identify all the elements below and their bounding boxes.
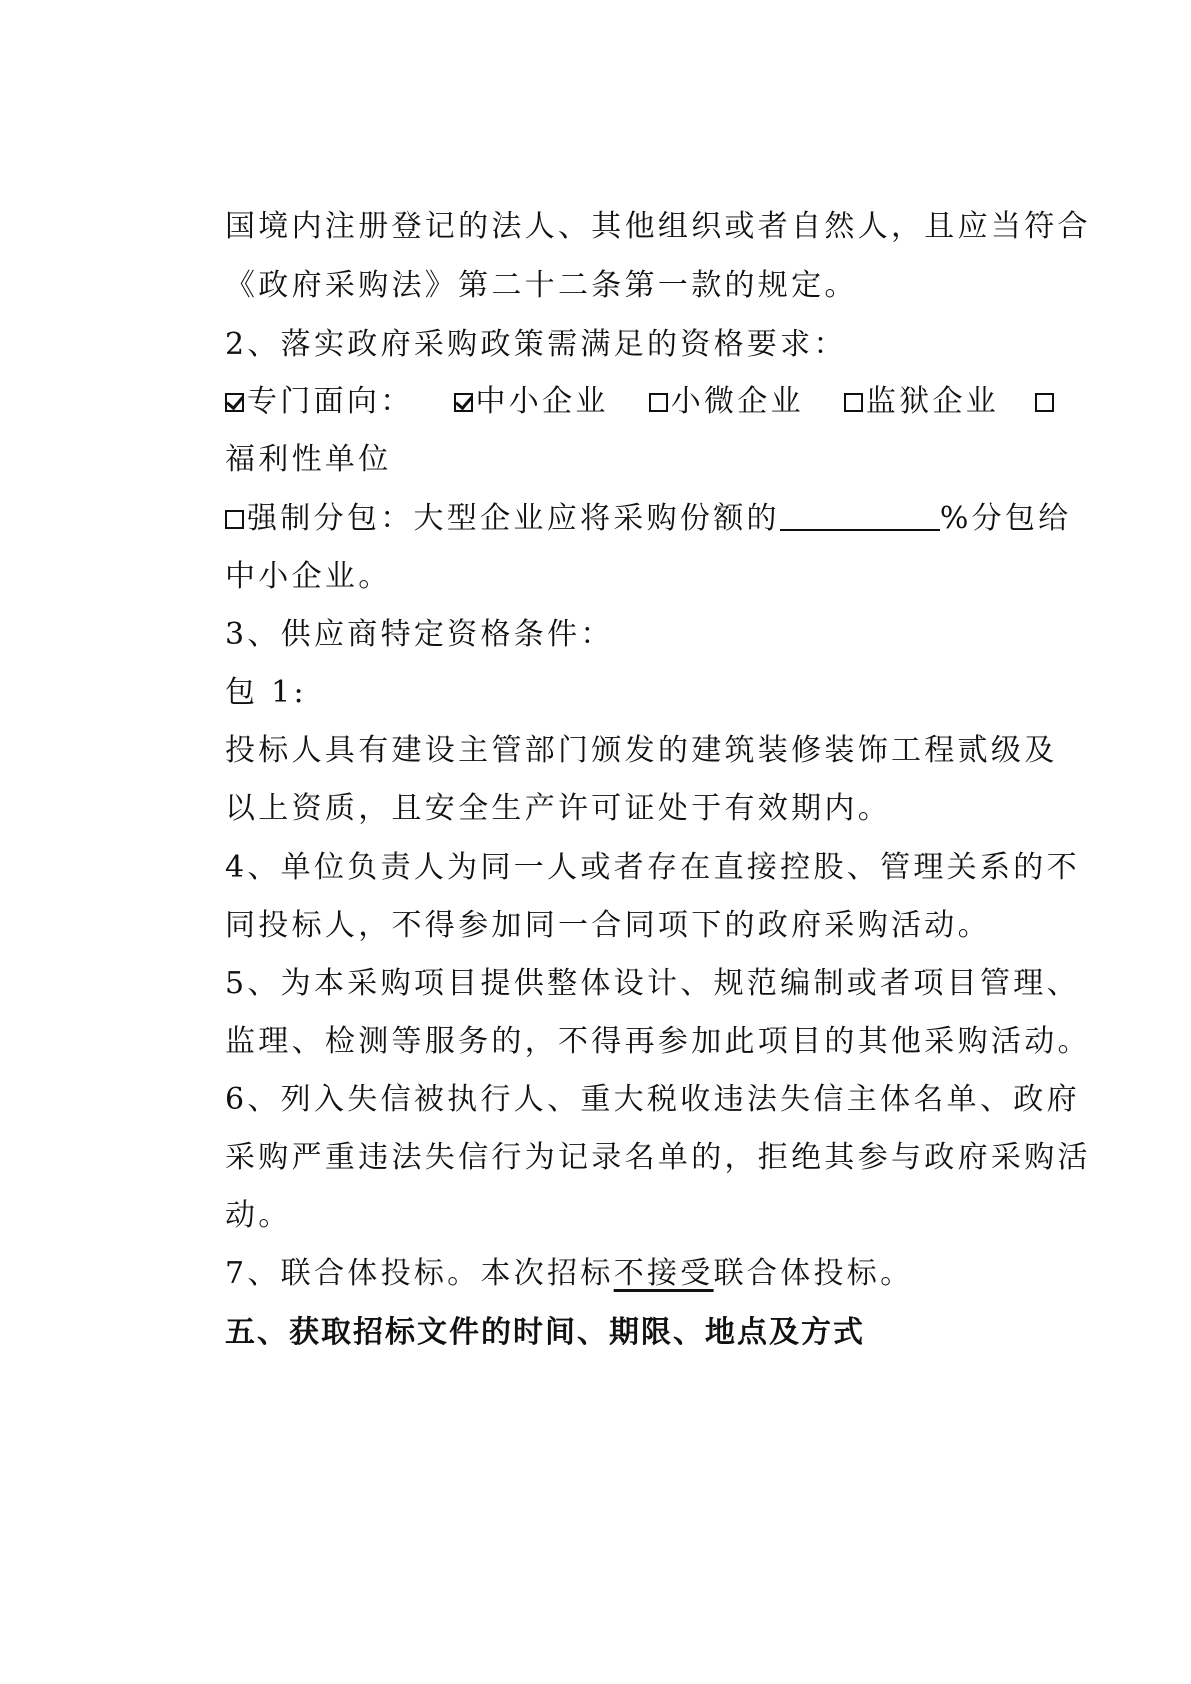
policy-checkbox-row: [225, 382, 1045, 422]
text-line: 5、为本采购项目提供整体设计、规范编制或者项目管理、: [225, 966, 1080, 1001]
percentage-blank[interactable]: [780, 503, 940, 531]
text-line: 4、单位负责人为同一人或者存在直接控股、管理关系的不: [225, 850, 1080, 885]
consortium-text-after: 联合体投标。: [713, 1256, 914, 1291]
micro-label: 小微企业: [670, 384, 804, 419]
text-line: 监理、检测等服务的，不得再参加此项目的其他采购活动。: [225, 1024, 1091, 1059]
text-line: 中小企业。: [225, 559, 392, 594]
consortium-underlined: 不接受: [613, 1256, 714, 1291]
subcontract-checkbox[interactable]: [225, 510, 244, 529]
text-line: 国境内注册登记的法人、其他组织或者自然人，且应当符合: [225, 209, 1091, 244]
subcontract-text: 强制分包：大型企业应将采购份额的: [247, 501, 780, 536]
prison-label: 监狱企业: [865, 384, 1000, 419]
consortium-text: 7、联合体投标。本次招标: [225, 1256, 614, 1291]
sme-checkbox[interactable]: [454, 393, 473, 412]
dedicated-label: 专门面向：: [247, 384, 414, 419]
text-line: 包 1:: [225, 675, 307, 710]
text-line: 投标人具有建设主管部门颁发的建筑装修装饰工程贰级及: [225, 733, 1058, 768]
micro-checkbox[interactable]: [649, 393, 668, 412]
subcontract-text-after: %分包给: [939, 501, 1072, 536]
dedicated-checkbox[interactable]: [225, 393, 244, 412]
welfare-checkbox[interactable]: [1035, 393, 1054, 412]
text-line: 2、落实政府采购政策需满足的资格要求：: [225, 327, 847, 362]
welfare-label: 福利性单位: [225, 442, 392, 477]
text-line: 同投标人，不得参加同一合同项下的政府采购活动。: [225, 908, 991, 943]
prison-checkbox[interactable]: [844, 393, 863, 412]
text-line: 采购严重违法失信行为记录名单的，拒绝其参与政府采购活: [225, 1140, 1091, 1175]
text-line: 6、列入失信被执行人、重大税收违法失信主体名单、政府: [225, 1082, 1080, 1117]
section-heading: 五、获取招标文件的时间、期限、地点及方式: [225, 1315, 865, 1350]
consortium-line: [225, 1254, 1045, 1294]
sme-label: 中小企业: [475, 384, 609, 419]
text-line: 以上资质，且安全生产许可证处于有效期内。: [225, 791, 891, 826]
text-line: 3、供应商特定资格条件：: [225, 617, 614, 652]
subcontract-row: [225, 499, 1072, 539]
text-line: 动。: [225, 1198, 292, 1233]
text-line: 《政府采购法》第二十二条第一款的规定。: [225, 268, 858, 303]
